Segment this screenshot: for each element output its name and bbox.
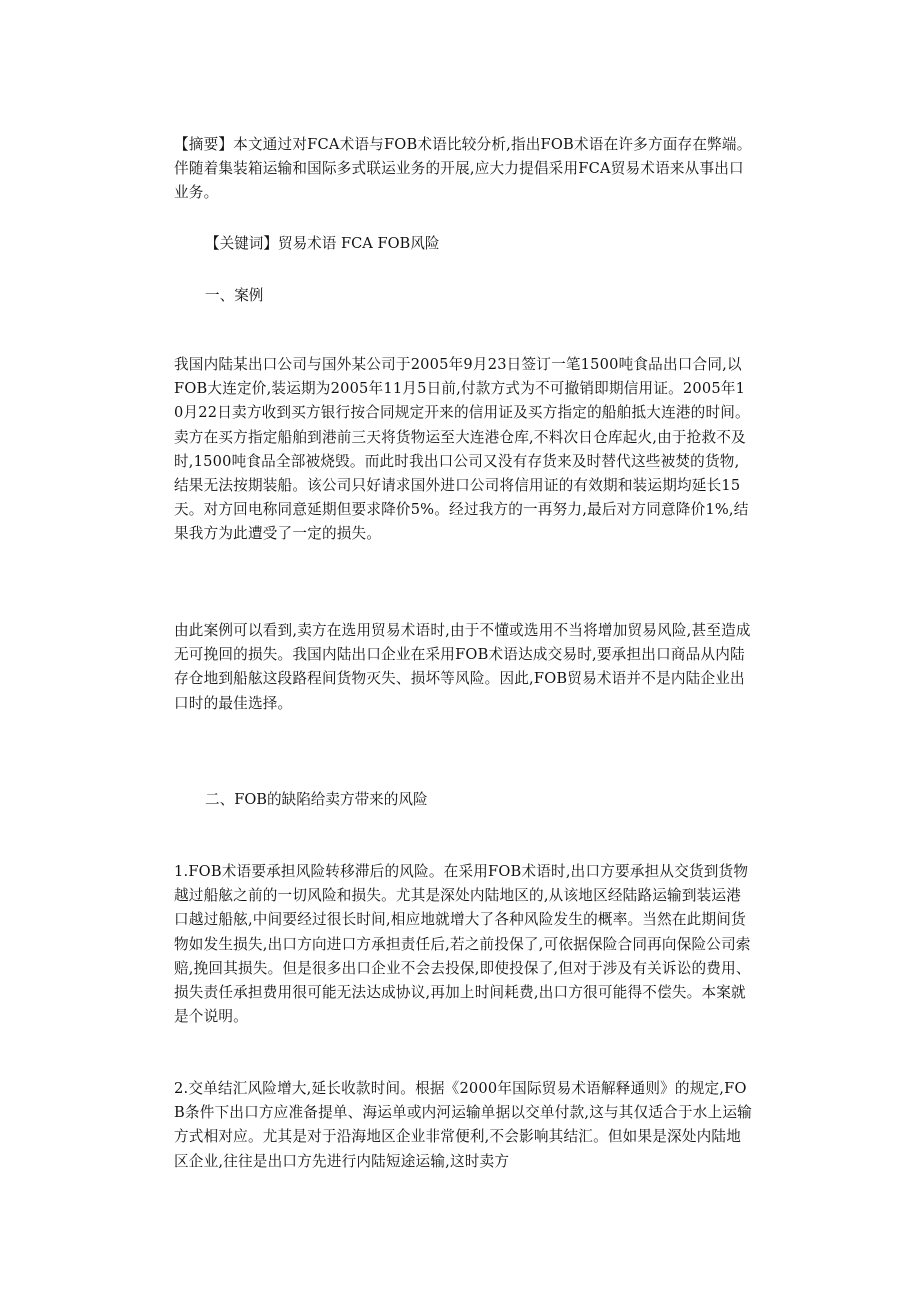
keywords-line: 【关键词】贸易术语 FCA FOB风险 <box>205 235 440 252</box>
abstract-paragraph: 【摘要】本文通过对FCA术语与FOB术语比较分析,指出FOB术语在许多方面存在弊端。伴随着集装箱运输和国际多式联运业务的开展,应大力提倡采用FCA贸易术语来从事出口业务。 <box>174 136 752 202</box>
point-2-paragraph: 2.交单结汇风险增大,延长收款时间。根据《2000年国际贸易术语解释通则》的规定,FOB条件下出口方应准备提单、海运单或内河运输单据以交单付款,这与其仅适合于水上运输方式相对应。尤其是对于沿海地区企业非常便利,不会影响其结汇。但如果是深处内陆地区企业,往往是出口方先进行内陆短途运输,这时卖方 <box>174 1080 752 1170</box>
section-2-title: 二、FOB的缺陷给卖方带来的风险 <box>205 791 428 808</box>
analysis-paragraph: 由此案例可以看到,卖方在选用贸易术语时,由于不懂或选用不当将增加贸易风险,甚至造成无可挽回的损失。我国内陆出口企业在采用FOB术语达成交易时,要承担出口商品从内陆存仓地到船舷这段路程间货物灭失、损坏等风险。因此,FOB贸易术语并不是内陆企业出口时的最佳选择。 <box>174 622 751 712</box>
point-1-paragraph: 1.FOB术语要承担风险转移滞后的风险。在采用FOB术语时,出口方要承担从交货到货物越过船舷之前的一切风险和损失。尤其是深处内陆地区的,从该地区经陆路运输到装运港口越过船舷,中间要经过很长时间,相应地就增大了各种风险发生的概率。当然在此期间货物如发生损失,出口方向进口方承担责任后,若之前投保了,可依据保险合同再向保险公司索赔,挽回其损失。但是很多出口企业不会去投保,即使投保了,但对于涉及有关诉讼的费用、损失责任承担费用很可能无法达成协议,再加上时间耗费,出口方很可能得不偿失。本案就是个说明。 <box>174 863 751 1026</box>
case-paragraph: 我国内陆某出口公司与国外某公司于2005年9月23日签订一笔1500吨食品出口合同,以FOB大连定价,装运期为2005年11月5日前,付款方式为不可撤销即期信用证。2005年10月22日卖方收到买方银行按合同规定开来的信用证及买方指定的船舶抵大连港的时间。卖方在买方指定船舶到港前三天将货物运至大连港仓库,不料次日仓库起火,由于抢救不及时,1500吨食品全部被烧毁。而此时我出口公司又没有存货来及时替代这些被焚的货物,结果无法按期装船。该公司只好请求国外进口公司将信用证的有效期和装运期均延长15天。对方回电称同意延期但要求降价5%。经过我方的一再努力,最后对方同意降价1%,结果我方为此遭受了一定的损失。 <box>174 356 750 543</box>
section-1-title: 一、案例 <box>205 287 264 304</box>
